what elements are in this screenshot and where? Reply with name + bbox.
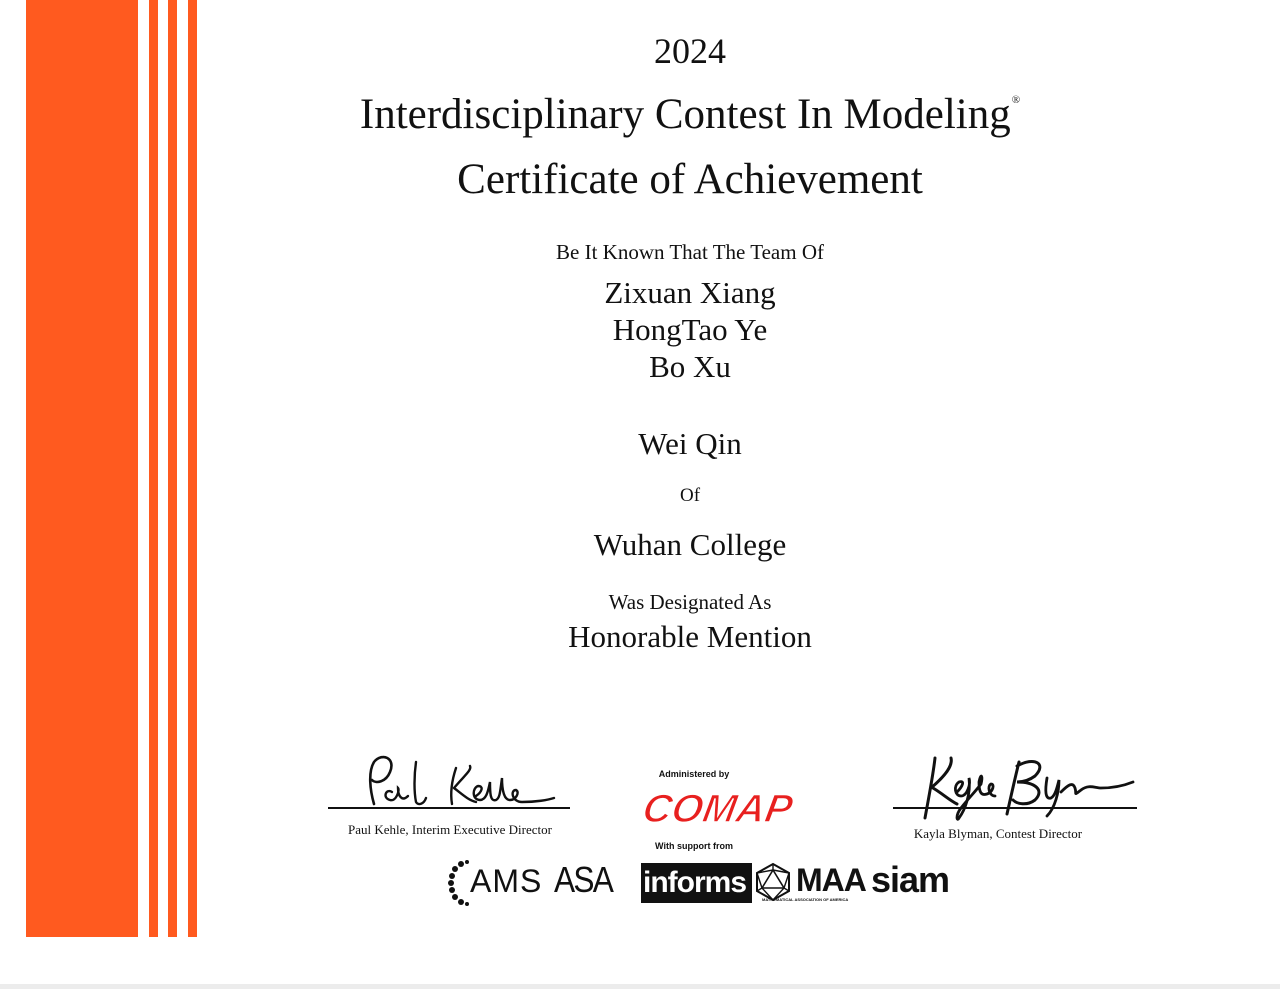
with-support-label: With support from — [655, 841, 733, 851]
border-stripe-thin-3 — [188, 0, 197, 937]
signature-line-right — [893, 807, 1137, 809]
ams-logo-text: AMS — [470, 863, 543, 899]
team-member-2: HongTao Ye — [612, 312, 768, 347]
informs-logo-text: informs — [643, 866, 747, 899]
advisor-name: Wei Qin — [638, 426, 742, 461]
certificate-title: Certificate of Achievement — [457, 156, 923, 203]
border-stripe-wide — [26, 0, 138, 937]
intro-line: Be It Known That The Team Of — [556, 240, 824, 264]
signature-kayla-blyman — [895, 748, 1135, 828]
maa-logo-subtext: MATHEMATICAL ASSOCIATION OF AMERICA — [762, 897, 849, 902]
designation-line: Was Designated As — [608, 590, 772, 614]
team-member-3: Bo Xu — [649, 349, 731, 384]
institution-name: Wuhan College — [593, 527, 787, 562]
of-label: Of — [679, 485, 701, 506]
registered-mark: ® — [1011, 94, 1021, 106]
informs-logo — [641, 863, 752, 903]
contest-name: Interdisciplinary Contest In Modeling — [359, 91, 1011, 138]
maa-logo-text: MAA — [796, 862, 866, 898]
svg-text:COMAP: COMAP — [639, 786, 797, 831]
border-stripe-thin-1 — [149, 0, 158, 937]
siam-logo-text: siam — [871, 859, 950, 900]
page-bottom-edge — [0, 984, 1280, 989]
administered-by-label: Administered by — [658, 769, 730, 779]
certificate-year: 2024 — [654, 31, 726, 71]
team-member-1: Zixuan Xiang — [604, 275, 776, 310]
signature-line-left — [328, 807, 570, 809]
border-stripe-thin-2 — [168, 0, 177, 937]
contest-title — [330, 90, 1050, 139]
signature-caption-right: Kayla Blyman, Contest Director — [913, 826, 1083, 841]
maa-icosahedron-icon — [753, 862, 793, 902]
award-designation: Honorable Mention — [568, 619, 812, 654]
comap-logo — [638, 782, 797, 834]
asa-logo-text: ASA — [554, 859, 613, 900]
signature-caption-left: Paul Kehle, Interim Executive Director — [348, 822, 552, 837]
signature-paul-kehle — [330, 752, 570, 812]
